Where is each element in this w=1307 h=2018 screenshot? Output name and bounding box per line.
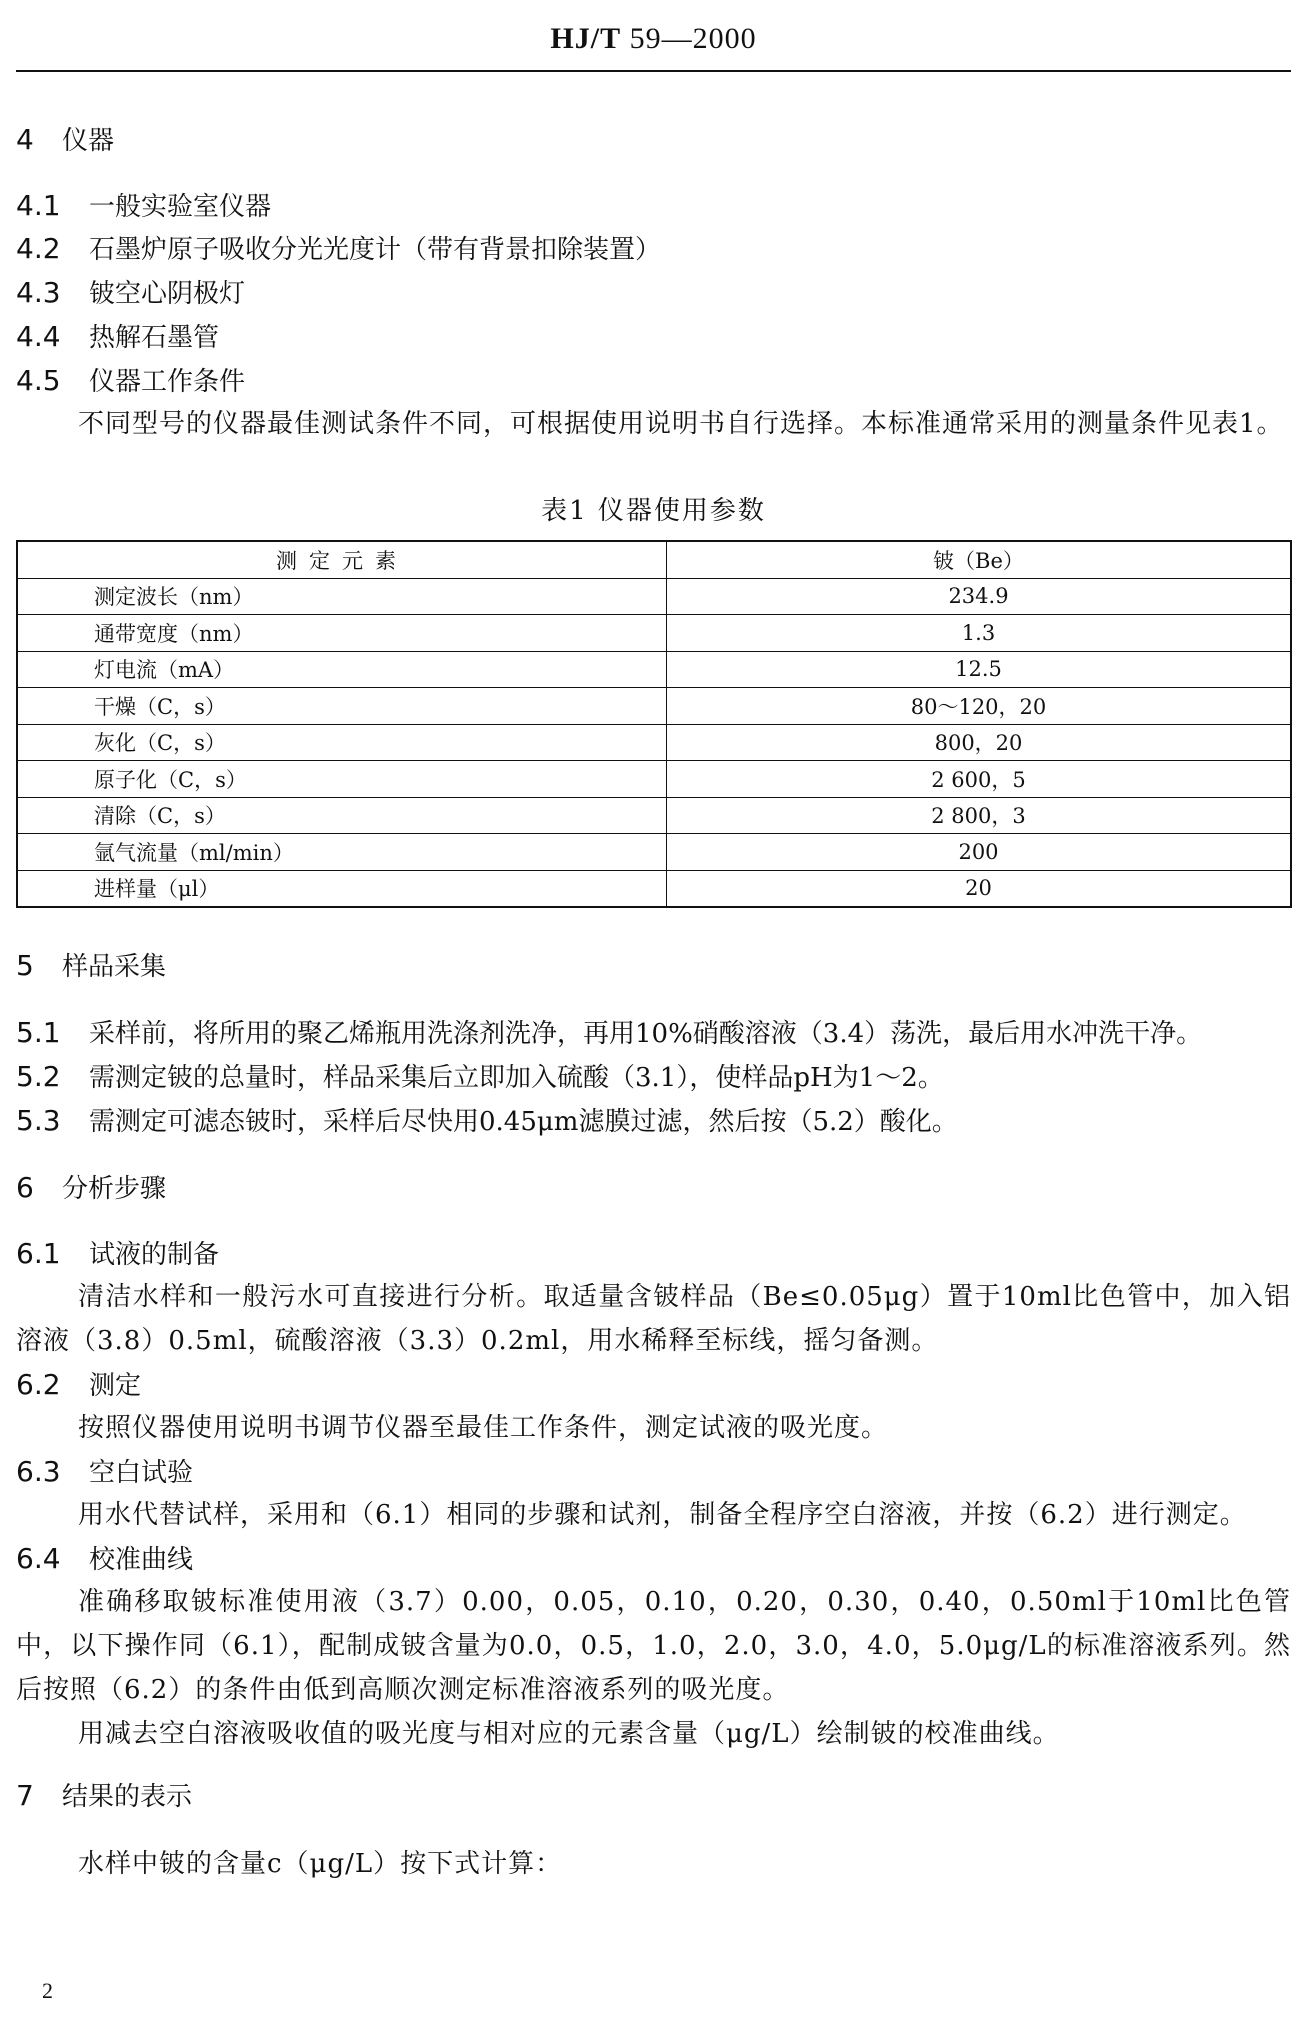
table-row — [17, 870, 1291, 907]
param-name: 原子化（C，s） — [17, 761, 667, 798]
table-caption: 表1 仪器使用参数 — [541, 496, 766, 526]
page-header — [0, 22, 1307, 56]
param-value: 80～120，20 — [667, 688, 1292, 725]
clause-4-4: 4.4 热解石墨管 — [16, 320, 220, 353]
param-name: 通带宽度（nm） — [17, 615, 667, 652]
table-row — [17, 724, 1291, 761]
paragraph-7: 水样中铍的含量c（μg/L）按下式计算： — [78, 1849, 563, 1879]
param-value: 234.9 — [667, 578, 1292, 615]
table-row — [17, 761, 1291, 798]
clause-4-1: 4.1 一般实验室仪器 — [16, 189, 272, 222]
param-name: 进样量（μl） — [17, 870, 667, 907]
param-name: 氩气流量（ml/min） — [17, 834, 667, 871]
paragraph-6-4-a: 准确移取铍标准使用液（3.7）0.00，0.05，0.10，0.20，0.30，0.40，0.50ml于10ml比色管中，以下操作同（6.1），配制成铍含量为0.0，0.5，1.0，2.0，3.0，4.0，5.0μg/L的标准溶液系列。然后按照（6.2）的条件由低到高顺次测定标准溶液系列的吸光度。 — [16, 1587, 1291, 1705]
clause-5-3: 5.3 需测定可滤态铍时，采样后尽快用0.45μm滤膜过滤，然后按（5.2）酸化。 — [16, 1104, 958, 1137]
param-name: 干燥（C，s） — [17, 688, 667, 725]
table-row — [17, 688, 1291, 725]
clause-6-2: 6.2 测定 — [16, 1368, 142, 1401]
param-value: 1.3 — [667, 615, 1292, 652]
param-name: 灰化（C，s） — [17, 724, 667, 761]
clause-6-1: 6.1 试液的制备 — [16, 1237, 220, 1270]
clause-6-3: 6.3 空白试验 — [16, 1455, 194, 1488]
table-row — [17, 615, 1291, 652]
standard-code: HJ/T — [550, 22, 622, 55]
table-row — [17, 578, 1291, 615]
section-6-heading: 6 分析步骤 — [16, 1171, 167, 1204]
table-row — [17, 651, 1291, 688]
paragraph-4-5: 不同型号的仪器最佳测试条件不同，可根据使用说明书自行选择。本标准通常采用的测量条件见表1。 — [78, 409, 1284, 439]
standard-number: 59—2000 — [629, 22, 757, 55]
param-value: 800，20 — [667, 724, 1292, 761]
page-number: 2 — [42, 1978, 53, 2003]
table-header-element: 测定元素 — [17, 541, 667, 578]
header-rule — [16, 70, 1291, 72]
paragraph-6-3: 用水代替试样，采用和（6.1）相同的步骤和试剂，制备全程序空白溶液，并按（6.2）进行测定。 — [78, 1500, 1247, 1530]
table-row — [17, 797, 1291, 834]
clause-5-1: 5.1 采样前，将所用的聚乙烯瓶用洗涤剂洗净，再用10%硝酸溶液（3.4）荡洗，最后用水冲洗干净。 — [16, 1016, 1203, 1049]
param-value: 200 — [667, 834, 1292, 871]
section-5-heading: 5 样品采集 — [16, 949, 167, 982]
paragraph-6-4-b: 用减去空白溶液吸收值的吸光度与相对应的元素含量（μg/L）绘制铍的校准曲线。 — [78, 1719, 1060, 1749]
paragraph-6-1: 清洁水样和一般污水可直接进行分析。取适量含铍样品（Be≤0.05μg）置于10ml比色管中，加入铝溶液（3.8）0.5ml，硫酸溶液（3.3）0.2ml，用水稀释至标线，摇匀备测。 — [16, 1282, 1291, 1356]
param-value: 2 800，3 — [667, 797, 1292, 834]
clause-4-5: 4.5 仪器工作条件 — [16, 364, 246, 397]
clause-4-2: 4.2 石墨炉原子吸收分光光度计（带有背景扣除装置） — [16, 232, 662, 265]
param-name: 灯电流（mA） — [17, 651, 667, 688]
param-value: 2 600，5 — [667, 761, 1292, 798]
param-name: 清除（C，s） — [17, 797, 667, 834]
table-header-beryllium: 铍（Be） — [667, 541, 1292, 578]
clause-5-2: 5.2 需测定铍的总量时，样品采集后立即加入硫酸（3.1），使样品pH为1～2。 — [16, 1060, 944, 1093]
table-row — [17, 834, 1291, 871]
paragraph-6-2: 按照仪器使用说明书调节仪器至最佳工作条件，测定试液的吸光度。 — [78, 1413, 889, 1443]
param-value: 20 — [667, 870, 1292, 907]
clause-6-4: 6.4 校准曲线 — [16, 1542, 194, 1575]
param-value: 12.5 — [667, 651, 1292, 688]
param-name: 测定波长（nm） — [17, 578, 667, 615]
instrument-parameters-table — [16, 540, 1292, 908]
section-7-heading: 7 结果的表示 — [16, 1779, 193, 1812]
clause-4-3: 4.3 铍空心阴极灯 — [16, 276, 246, 309]
section-4-heading: 4 仪器 — [16, 123, 115, 156]
table-header-row — [17, 541, 1291, 578]
